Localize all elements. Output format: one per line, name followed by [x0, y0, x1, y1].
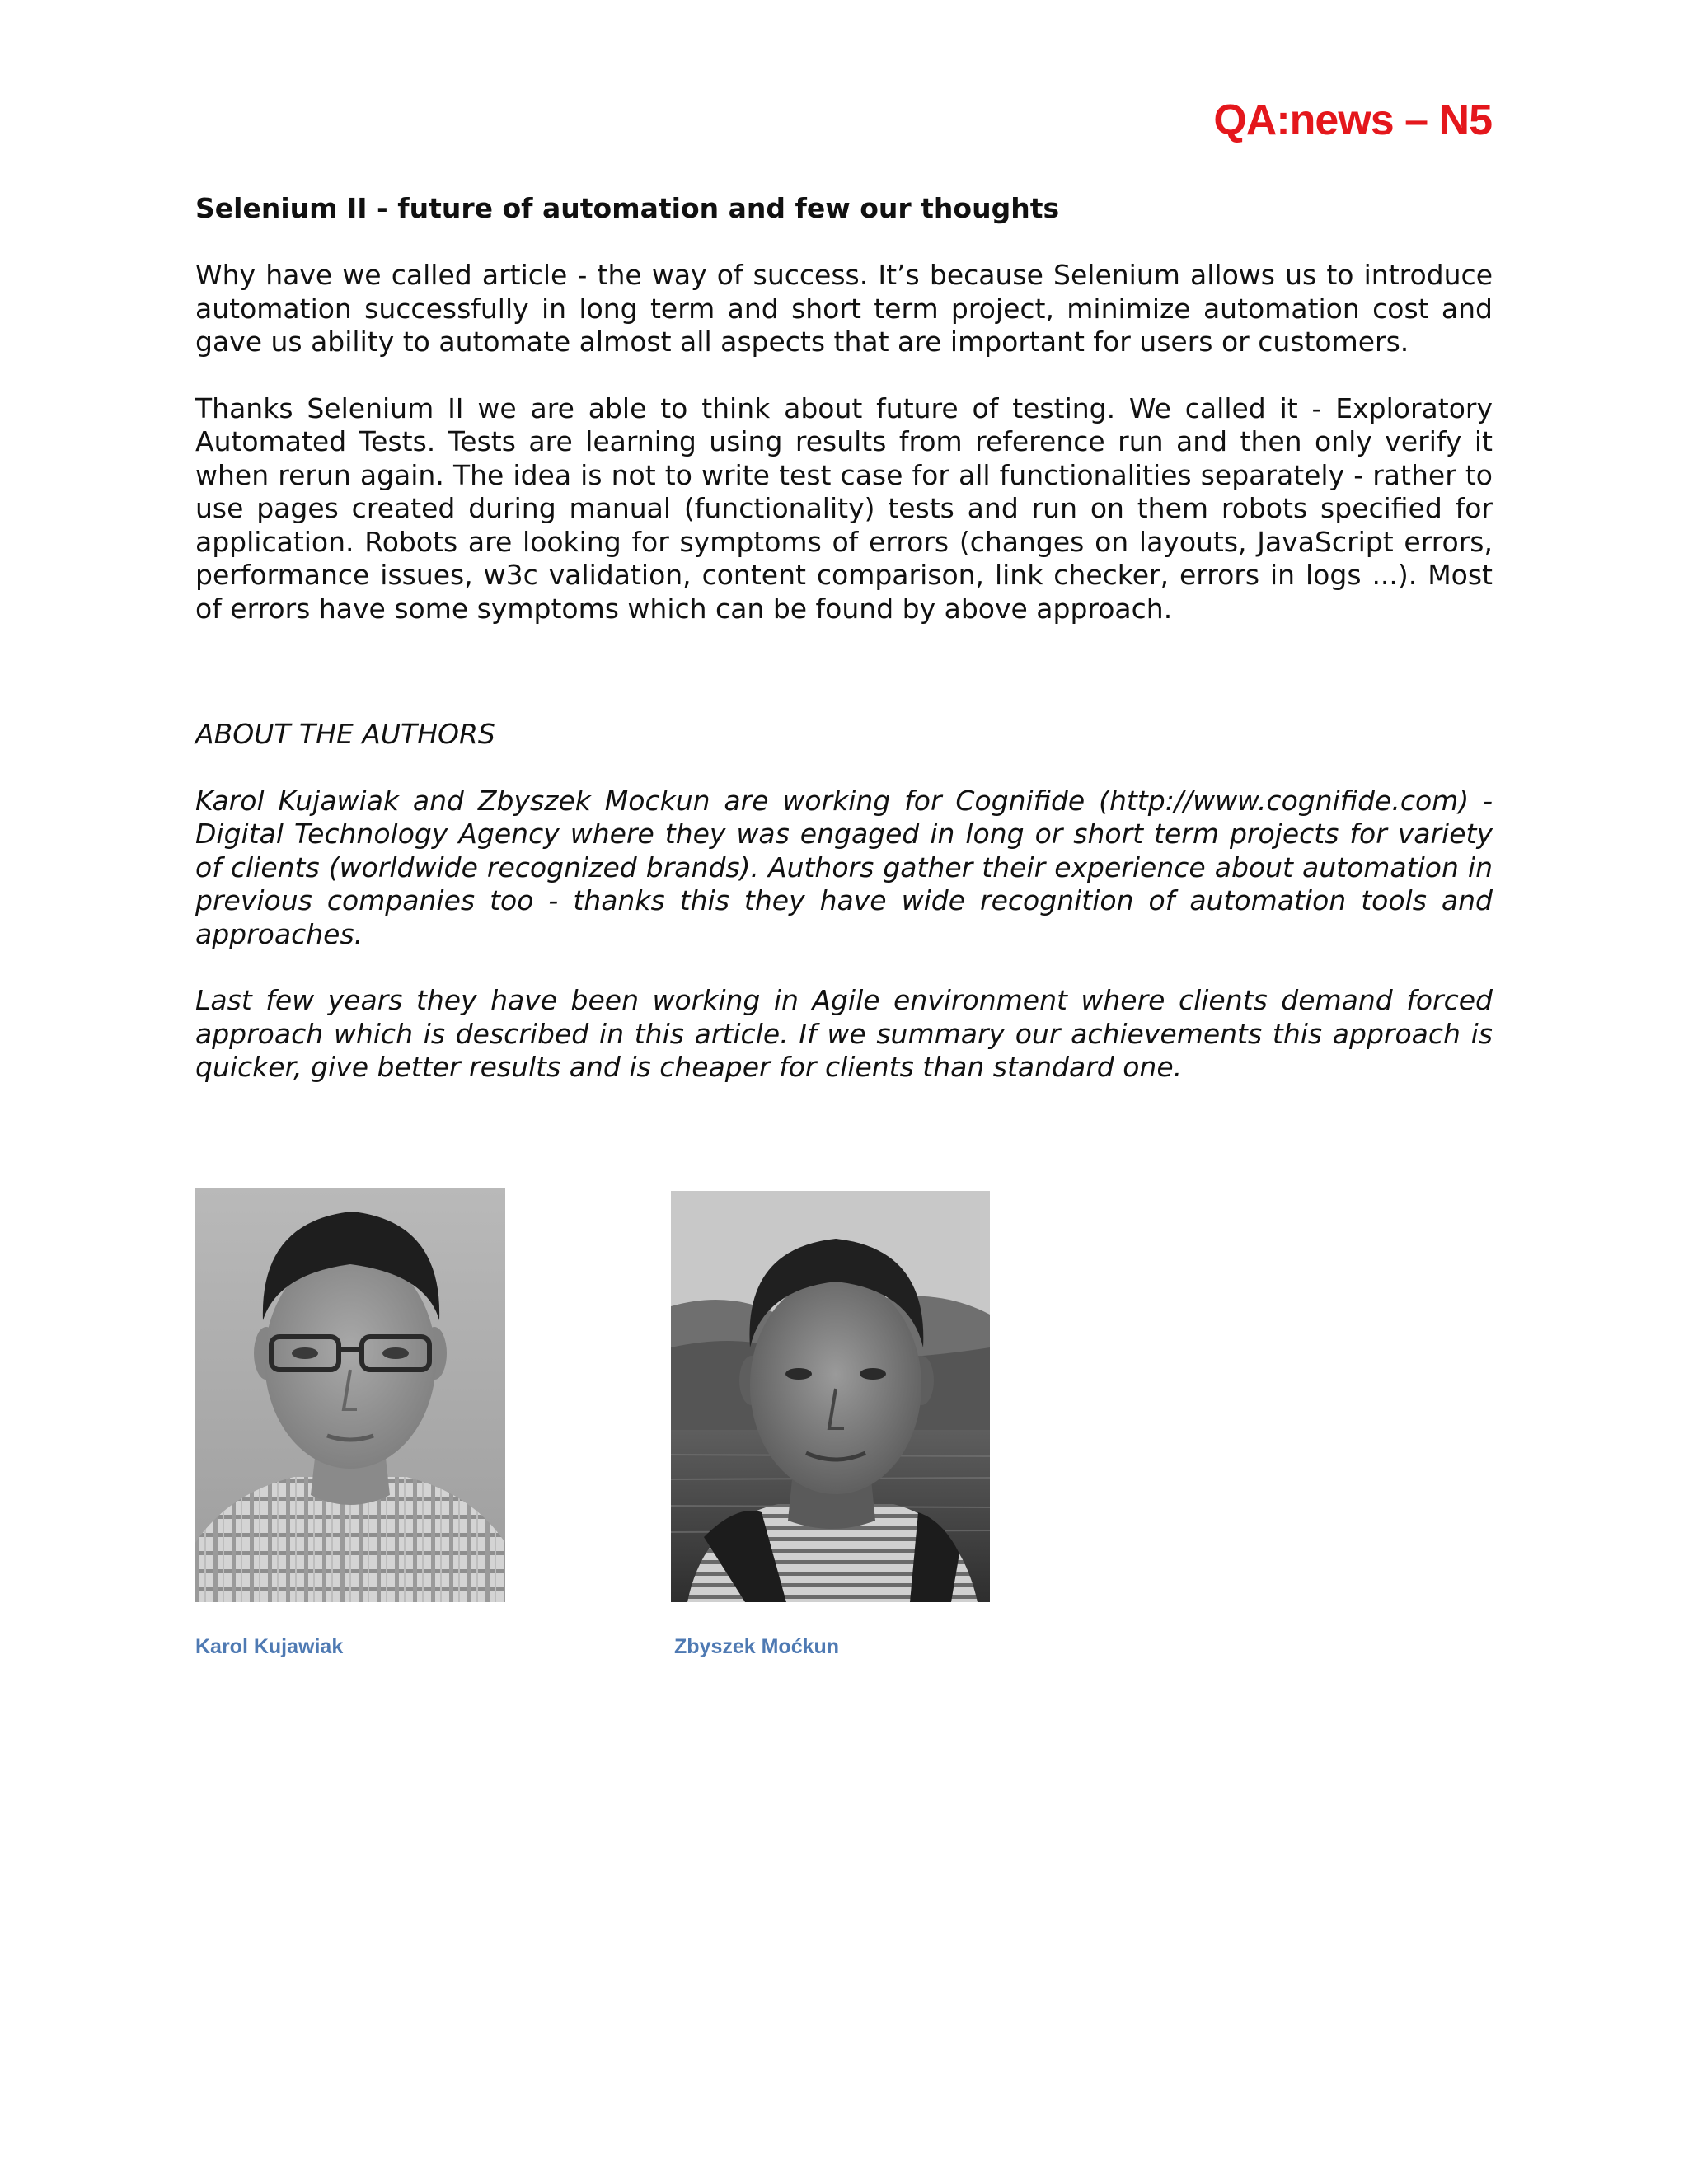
author-photo-karol [195, 1188, 505, 1602]
article-title: Selenium II - future of automation and few our thoughts [195, 192, 1060, 224]
article-paragraph-2: Thanks Selenium II we are able to think about future of testing. We called it - Exploratory Automated Tests. Tests are learning using results from reference run and then only verify it when rerun again. The idea is not to write test case for all functionalities separately - rather to use pages created during manual (functionality) tests and run on them robots specified for application. Robots are looking for symptoms of errors (changes on layouts, JavaScript errors, performance issues, w3c validation, content comparison, link checker, errors in logs ...). Most of errors have some symptoms which can be found by above approach. [195, 391, 1493, 625]
authors-paragraph-1: Karol Kujawiak and Zbyszek Mockun are working for Cognifide (http://www.cognifide.com) - Digital Technology Agency where they was engaged in long or short term projects for variety of clients (worldwide recognized brands). Authors gather their experience about automation in previous companies too - thanks this they have wide recognition of automation tools and approaches. [195, 784, 1493, 950]
author-caption-zbyszek: Zbyszek Moćkun [674, 1635, 840, 1658]
authors-paragraph-2: Last few years they have been working in Agile environment where clients demand forced approach which is described in this article. If we summary our achievements this approach is quicker, give better results and is cheaper for clients than standard one. [195, 984, 1493, 1083]
masthead: QA:news – N5 [1213, 96, 1492, 144]
article-paragraph-1: Why have we called article - the way of success. It’s because Selenium allows us to introduce automation successfully in long term and short term project, minimize automation cost and gave us ability to automate almost all aspects that are important for users or customers. [195, 259, 1493, 358]
authors-heading: ABOUT THE AUTHORS [195, 718, 495, 750]
portrait-photo-icon [671, 1191, 990, 1602]
portrait-photo-icon [195, 1188, 505, 1602]
author-caption-karol: Karol Kujawiak [195, 1635, 344, 1658]
article [195, 191, 1493, 1118]
author-photo-zbyszek [671, 1191, 990, 1602]
